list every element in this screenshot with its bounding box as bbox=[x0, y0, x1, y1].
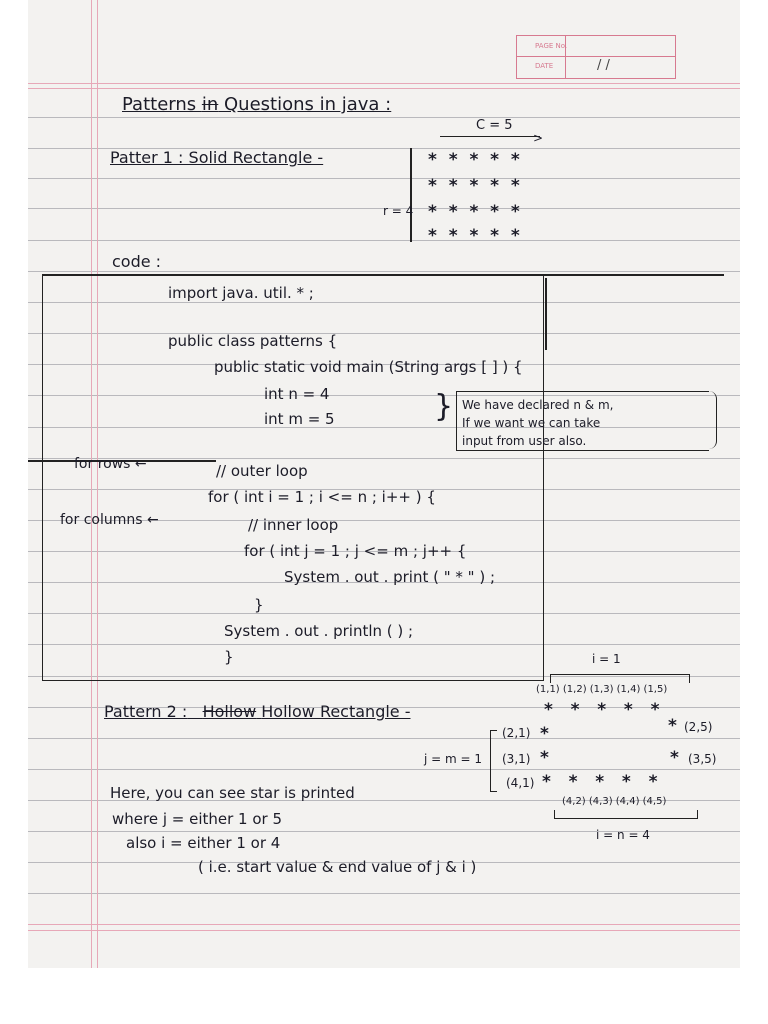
date-label: DATE bbox=[535, 62, 554, 70]
i-top-label: i = 1 bbox=[592, 652, 621, 666]
note-line: We have declared n & m, bbox=[462, 398, 614, 412]
code-line: import java. util. * ; bbox=[168, 284, 314, 302]
page-no-label: PAGE No. bbox=[535, 42, 568, 50]
left-coord: (2,1) bbox=[502, 726, 531, 740]
for-rows-label: for rows ← bbox=[74, 456, 147, 472]
page-title: Patterns in Questions in java : bbox=[122, 94, 392, 115]
note-line: Here, you can see star is printed bbox=[110, 784, 355, 802]
pattern2-heading: Pattern 2 : Hollow Hollow Rectangle - bbox=[104, 702, 411, 721]
code-line: } bbox=[224, 648, 234, 666]
note-line: ( i.e. start value & end value of j & i ) bbox=[198, 858, 477, 876]
code-line: } bbox=[254, 596, 264, 614]
code-label: code : bbox=[112, 252, 162, 271]
code-line: System . out . println ( ) ; bbox=[224, 622, 414, 640]
r-label: r = 4 bbox=[383, 204, 414, 218]
right-coord: (3,5) bbox=[688, 752, 717, 766]
code-line: int n = 4 bbox=[264, 385, 330, 403]
note-line: If we want we can take bbox=[462, 416, 601, 430]
code-line: // outer loop bbox=[216, 462, 308, 480]
for-columns-label: for columns ← bbox=[60, 512, 159, 528]
note-line: also i = either 1 or 4 bbox=[126, 834, 281, 852]
page-date-box bbox=[516, 35, 676, 79]
code-line: int m = 5 bbox=[264, 410, 335, 428]
code-line: System . out . print ( " * " ) ; bbox=[284, 568, 496, 586]
notebook-page: PAGE No. DATE / / Patterns in Questions in java : C = 5 > Patter 1 : Solid Rectangle - r = 4 * * * * * * * * * * * * * * * * * * * * code : import java. util. * ; public class patterns { public static void main (String args [ ] ) { int n = 4 int m = 5 } We have declared n & m, If we want we can take input from user also. for rows ← // outer loop for ( int i = 1 ; i <= n ; i++ ) { for columns ← // inner loop for ( int j = 1 ; j <= m ; j++ { System . out . print ( " * " ) ; } System . out . println ( ) ; } i = 1 (1,1) (1,2) (1,3) (1,4) (1,5) Pattern 2 : Hollow Hollow Rectangle - * * * * * * * * * * * * * * (2,1) (3,1) (4,1) (2,5) (3,5) j = m = 1 (4,2) (4,3) (4,4) (4,5) i = n = 4 Here, you can see star is printed where j = either 1 or 5 also i = either 1 or 4 ( i.e. start value & end value of j & i ) bbox=[28, 0, 740, 968]
left-coord: (4,1) bbox=[506, 776, 535, 790]
left-coord: (3,1) bbox=[502, 752, 531, 766]
code-line: public class patterns { bbox=[168, 332, 338, 350]
right-coord: (2,5) bbox=[684, 720, 713, 734]
top-coords: (1,1) (1,2) (1,3) (1,4) (1,5) bbox=[536, 684, 668, 695]
i-bottom-label: i = n = 4 bbox=[596, 828, 650, 842]
code-line: public static void main (String args [ ] ) { bbox=[214, 358, 523, 376]
code-line: for ( int i = 1 ; i <= n ; i++ ) { bbox=[208, 488, 436, 506]
date-value: / / bbox=[597, 58, 610, 73]
j-label: j = m = 1 bbox=[424, 752, 483, 766]
note-line: where j = either 1 or 5 bbox=[112, 810, 283, 828]
code-line: // inner loop bbox=[248, 516, 339, 534]
code-line: for ( int j = 1 ; j <= m ; j++ { bbox=[244, 542, 467, 560]
pattern1-heading: Patter 1 : Solid Rectangle - bbox=[110, 148, 324, 167]
note-line: input from user also. bbox=[462, 434, 587, 448]
bottom-coords: (4,2) (4,3) (4,4) (4,5) bbox=[562, 796, 667, 807]
c-label: C = 5 bbox=[476, 118, 513, 133]
